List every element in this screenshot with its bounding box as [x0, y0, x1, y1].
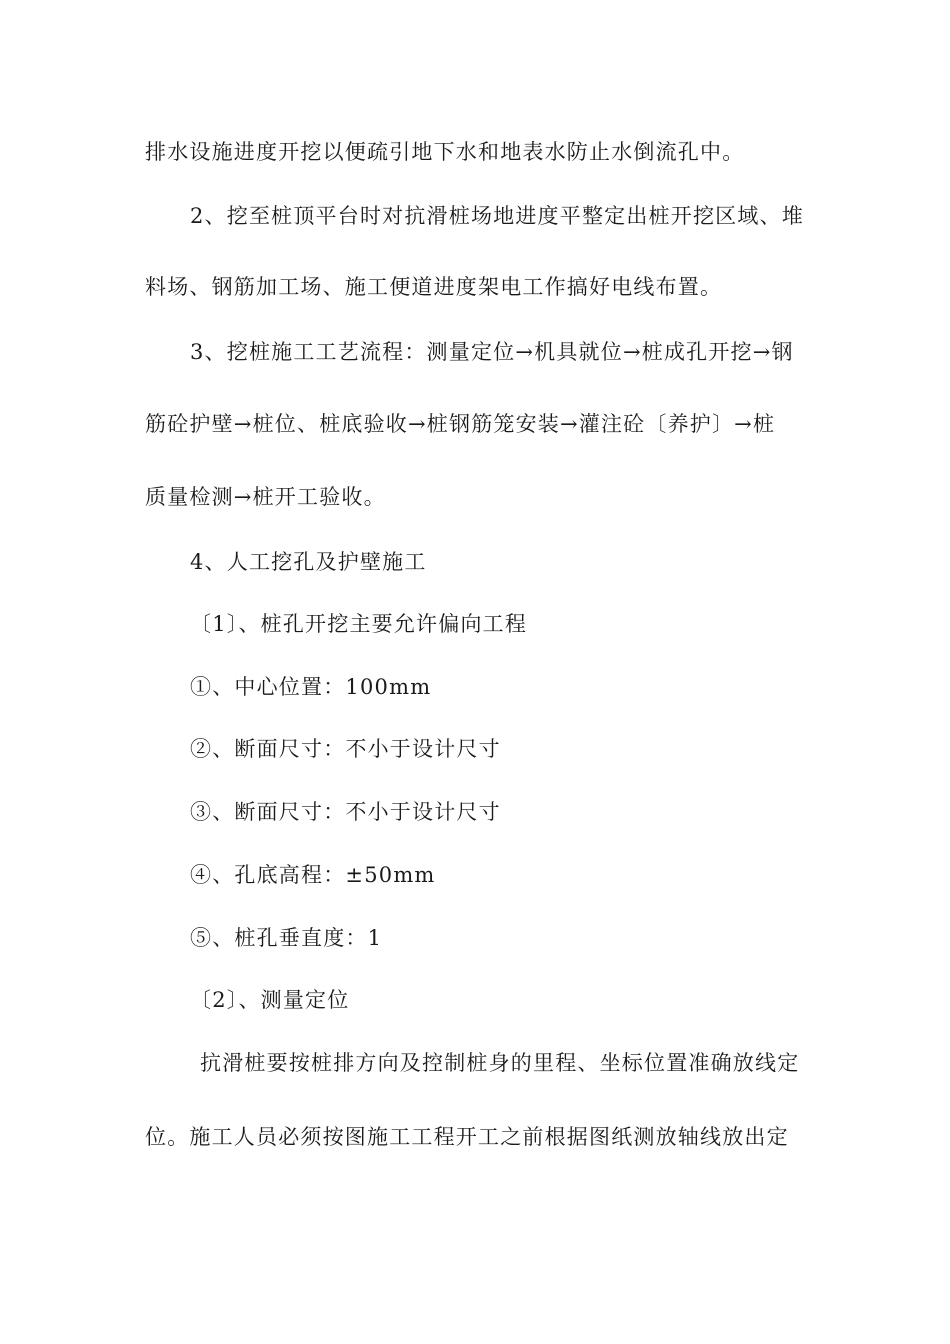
- list-item-5: ⑤、桩孔垂直度：1: [190, 926, 383, 950]
- list-item-4: ④、孔底高程：±50mm: [190, 863, 436, 887]
- list-item-3: ③、断面尺寸：不小于设计尺寸: [190, 800, 501, 824]
- paragraph-line-7: 抗滑桩要按桩排方向及控制桩身的里程、坐标位置准确放线定: [200, 1051, 800, 1075]
- section-heading-4: 4、人工挖孔及护壁施工: [190, 550, 427, 574]
- list-item-2: ②、断面尺寸：不小于设计尺寸: [190, 737, 501, 761]
- paragraph-line-5: 筋砼护壁→桩位、桩底验收→桩钢筋笼安装→灌注砼〔养护〕→桩: [145, 412, 776, 436]
- paragraph-line-1: 排水设施进度开挖以便疏引地下水和地表水防止水倒流孔中。: [145, 140, 745, 164]
- paragraph-line-3: 料场、钢筋加工场、施工便道进度架电工作搞好电线布置。: [145, 275, 723, 299]
- paragraph-line-4: 3、挖桩施工工艺流程：测量定位→机具就位→桩成孔开挖→钢: [190, 340, 794, 364]
- paragraph-line-6: 质量检测→桩开工验收。: [145, 485, 386, 509]
- subsection-heading-2: 〔2〕、测量定位: [190, 988, 350, 1012]
- paragraph-line-2: 2、挖至桩顶平台时对抗滑桩场地进度平整定出桩开挖区域、堆: [190, 204, 804, 228]
- paragraph-line-8: 位。施工人员必须按图施工工程开工之前根据图纸测放轴线放出定: [145, 1125, 789, 1149]
- list-item-1: ①、中心位置：100mm: [190, 675, 432, 699]
- subsection-heading-1: 〔1〕、桩孔开挖主要允许偏向工程: [190, 612, 528, 636]
